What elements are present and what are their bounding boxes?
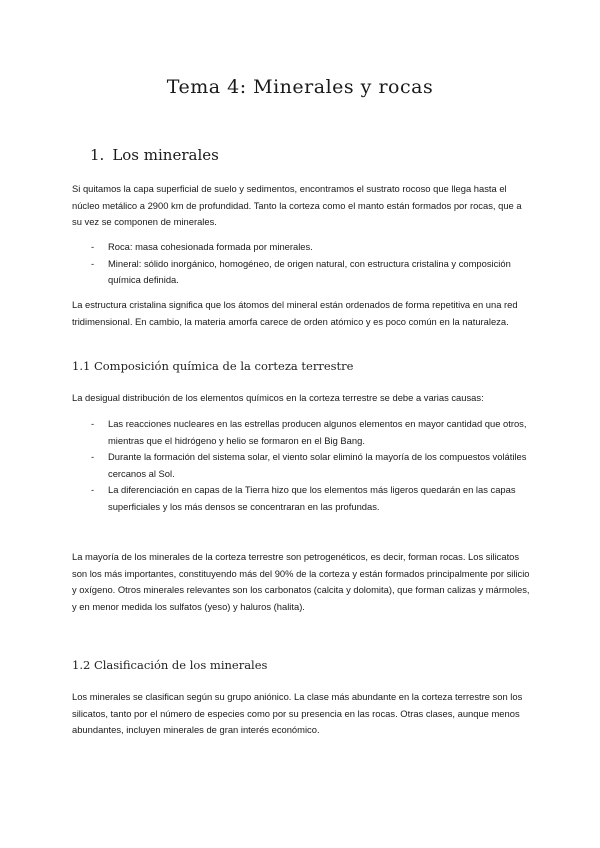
- paragraph: La estructura cristalina significa que los átomos del mineral están ordenados de forma repetitiva en una red tridimensional. En cambio, la materia amorfa carece de orden atómico y es poco común en la naturaleza.: [72, 299, 518, 327]
- section-number: 1.: [90, 146, 105, 164]
- list-item: - La diferenciación en capas de la Tierra hizo que los elementos más ligeros quedarán en las capas superficiales y los más densos se concentraran en las profundas.: [91, 484, 516, 512]
- section-title: Los minerales: [112, 146, 219, 164]
- subsection-heading: 1.1 Composición química de la corteza terrestre: [72, 359, 354, 373]
- subsection-heading: 1.2 Clasificación de los minerales: [72, 658, 268, 672]
- section-heading: [90, 146, 219, 164]
- paragraph: La desigual distribución de los elementos químicos en la corteza terrestre se debe a varias causas:: [72, 392, 484, 403]
- bullet-list: [72, 239, 530, 289]
- dash-bullet: -: [91, 257, 95, 269]
- dash-bullet: -: [91, 418, 95, 429]
- list-item: - Las reacciones nucleares en las estrellas producen algunos elementos en mayor cantidad que otros, mientras que el hidrógeno y helio se formaron en el Big Bang.: [91, 418, 527, 446]
- dash-bullet: -: [91, 484, 95, 496]
- bullet-list: [72, 416, 530, 516]
- paragraph: Los minerales se clasifican según su grupo aniónico. La clase más abundante en la corteza terrestre son los silicatos, tanto por el número de especies como por su presencia en las rocas. Otras clases, aunque menos abundantes, incluyen minerales de gran interés económico.: [72, 691, 523, 736]
- page-title: Tema 4: Minerales y rocas: [166, 76, 434, 98]
- paragraph: La mayoría de los minerales de la corteza terrestre son petrogenéticos, es decir, forman rocas. Los silicatos son los más importantes, constituyendo más del 90% de la corteza y están formados principalmente por silicio y oxígeno. Otros minerales relevantes son los carbonatos (calcita y dolomita), que forman calizas y mármoles, y en menor medida los sulfatos (yeso) y haluros (halita).: [72, 551, 530, 612]
- list-item: - Roca: masa cohesionada formada por minerales.: [72, 239, 530, 256]
- list-item: - Mineral: sólido inorgánico, homogéneo, de origen natural, con estructura cristalina y composición química definida.: [91, 257, 511, 286]
- dash-bullet: -: [91, 451, 95, 463]
- list-item: - Durante la formación del sistema solar, el viento solar eliminó la mayoría de los compuestos volátiles cercanos al Sol.: [91, 451, 527, 479]
- paragraph: Si quitamos la capa superficial de suelo y sedimentos, encontramos el sustrato rocoso que llega hasta el núcleo metálico a 2900 km de profundidad. Tanto la corteza como el manto están formados por rocas, que a su vez se componen de minerales.: [72, 183, 522, 228]
- dash-bullet: -: [91, 241, 95, 252]
